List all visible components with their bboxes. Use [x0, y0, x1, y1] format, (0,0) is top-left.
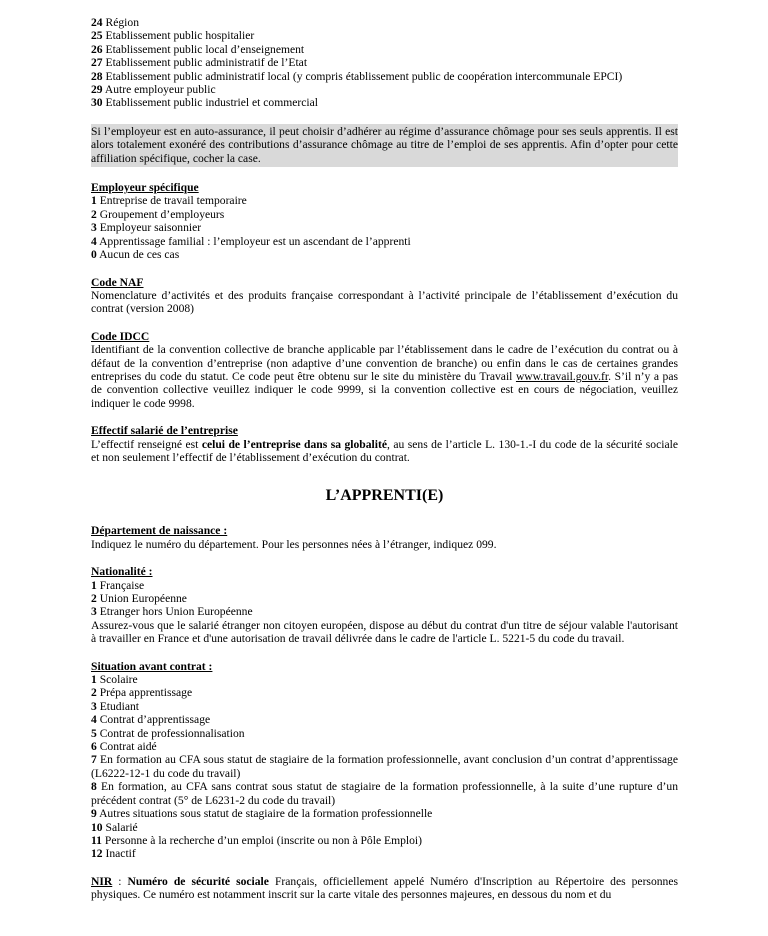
list-item: 3 Employeur saisonnier: [91, 221, 202, 235]
list-item: 12 Inactif: [91, 847, 136, 861]
list-item: 30 Etablissement public industriel et commercial: [91, 96, 318, 110]
page-title: L’APPRENTI(E): [325, 487, 444, 505]
code-idcc-section: [91, 330, 678, 410]
list-item: 2 Prépa apprentissage: [91, 686, 193, 700]
employeur-specifique-section: [91, 181, 678, 261]
list-item: 2 Union Européenne: [91, 592, 187, 605]
section-text: Identifiant de la convention collective de branche applicable par l’établissement dans le cadre de l’exécution du contrat ou à défaut de la convention d’entreprise (non adaptive d’une convention de branche) ou enfin dans le cas de certaines grandes entreprises du code du statut. Ce code peut être obtenu sur le site du ministère du Travail www.travail.gouv.fr. S’il n’y a pas de convention collective veuillez indiquer le code 9999, si la convention collective est en cours de négociation, veuillez indiquer le code 9998.: [91, 343, 678, 410]
list-item: 7 En formation au CFA sous statut de stagiaire de la formation professionnelle, avant conclusion d’un contrat d’apprentissage (L6222-12-1 du code du travail): [91, 753, 678, 780]
travail-gouv-link[interactable]: www.travail.gouv.fr: [515, 369, 609, 383]
list-item: 6 Contrat aidé: [91, 740, 157, 754]
section-heading: Effectif salarié de l’entreprise: [91, 424, 238, 438]
list-item: 28 Etablissement public administratif local (y compris établissement public de coopération intercommunale EPCI): [91, 69, 623, 83]
section-heading: Nationalité :: [91, 565, 153, 579]
list-item: 11 Personne à la recherche d’un emploi (inscrite ou non à Pôle Emploi): [91, 833, 422, 847]
list-item: 8 En formation, au CFA sans contrat sous statut de stagiaire de la formation professionnelle, à la suite d’une rupture d’un précédent contrat (5° de L6231-2 du code du travail): [91, 780, 678, 807]
list-item: 9 Autres situations sous statut de stagiaire de la formation professionnelle: [91, 807, 433, 821]
nir-label: NIR: [91, 874, 113, 888]
section-heading: Code IDCC: [91, 329, 150, 343]
code-naf-section: [91, 276, 678, 316]
section-heading: Situation avant contrat :: [91, 659, 213, 673]
list-item: 3 Etudiant: [91, 699, 139, 713]
list-item: 24 Région: [91, 16, 139, 29]
list-item: 4 Apprentissage familial : l’employeur est un ascendant de l’apprenti: [91, 234, 411, 248]
list-item: 0 Aucun de ces cas: [91, 248, 180, 262]
list-item: 29 Autre employeur public: [91, 83, 216, 97]
situation-section: [91, 660, 678, 861]
assurance-note: Si l’employeur est en auto-assurance, il peut choisir d’adhérer au régime d’assurance chômage pour ses seuls apprentis. Il est alors totalement exonéré des contributions d’assurance chômage au titre de l’emploi de ses apprentis. Afin d’opter pour cette affiliation spécifique, cocher la case.: [91, 124, 678, 167]
document-page: [91, 16, 678, 902]
nir-section: NIR : Numéro de sécurité sociale Français, officiellement appelé Numéro d'Inscription au Répertoire des personnes physiques. Ce numéro est notamment inscrit sur la carte vitale des personnes majeures, en dessous du nom et du: [91, 874, 678, 902]
list-item: 2 Groupement d’employeurs: [91, 207, 225, 221]
nationalite-section: [91, 565, 678, 645]
list-item: 3 Etranger hors Union Européenne: [91, 605, 253, 619]
list-item: 1 Entreprise de travail temporaire: [91, 194, 247, 208]
list-item: 26 Etablissement public local d’enseignement: [91, 42, 305, 56]
section-heading: Employeur spécifique: [91, 181, 199, 195]
list-item: 5 Contrat de professionnalisation: [91, 726, 245, 740]
list-item: 4 Contrat d’apprentissage: [91, 713, 211, 727]
section-text: Assurez-vous que le salarié étranger non citoyen européen, dispose au début du contrat d'un titre de séjour valable l'autorisant à travailler en France et d'une autorisation de travail délivrée dans le cadre de l'article L. 5221-5 du code du travail.: [91, 618, 678, 646]
section-text: Indiquez le numéro du département. Pour les personnes nées à l’étranger, indiquez 099.: [91, 537, 497, 551]
list-item: 27 Etablissement public administratif de l’Etat: [91, 56, 308, 70]
employer-type-list: [91, 16, 678, 110]
list-item: 10 Salarié: [91, 820, 138, 834]
list-item: 1 Scolaire: [91, 673, 138, 687]
list-item: 25 Etablissement public hospitalier: [91, 29, 255, 43]
departement-section: [91, 524, 678, 551]
section-text: Nomenclature d’activités et des produits française correspondant à l’activité principale de l’établissement d’exécution du contrat (version 2008): [91, 288, 678, 316]
list-item: 1 Française: [91, 578, 145, 592]
section-text: L’effectif renseigné est celui de l’entreprise dans sa globalité, au sens de l’article L. 130-1.-I du code de la sécurité sociale et non seulement l’effectif de l’établissement d’exécution du contrat.: [91, 437, 678, 464]
section-heading: Code NAF: [91, 275, 144, 289]
section-heading: Département de naissance :: [91, 524, 228, 538]
effectif-section: [91, 424, 678, 464]
